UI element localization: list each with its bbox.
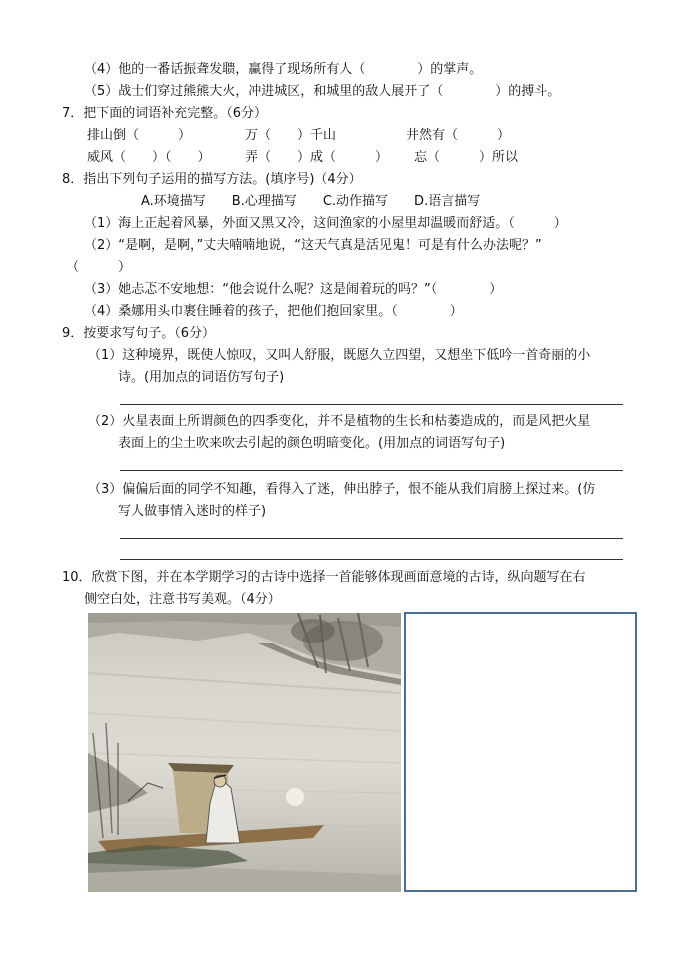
q10-title-cont: 侧空白处，注意书写美观。（4分） xyxy=(84,592,281,607)
q6-item-5: （5）战士们穿过熊熊大火，冲进城区，和城里的敌人展开了（ ）的搏斗。 xyxy=(84,84,561,99)
q7-row1-b: 万（ ）千山 xyxy=(245,128,337,143)
answer-line xyxy=(120,404,623,405)
q7-row2-a: 威风（ ）（ ） xyxy=(87,150,211,165)
q8-item-3: （3）她忐忑不安地想：“他会说什么呢？这是闹着玩的吗？”（ ） xyxy=(84,282,503,297)
answer-line xyxy=(120,470,623,471)
q9-item-2-cont: 表面上的尘土吹来吹去引起的颜色明暗变化。(用加点的词语写句子) xyxy=(118,436,506,451)
q9-item-1-cont: 诗。(用加点的词语仿写句子) xyxy=(118,370,285,385)
landscape-painting xyxy=(88,613,401,892)
q8-item-2-blank: （ ） xyxy=(66,260,132,275)
q7-row2-c: 忘（ ）所以 xyxy=(414,150,519,165)
q9-item-3: （3）偏偏后面的同学不知趣，看得入了迷，伸出脖子，恨不能从我们肩膀上探过来。(仿 xyxy=(88,482,596,497)
q9-item-3-cont: 写人做事情入迷时的样子) xyxy=(118,504,267,519)
q7-row2-b: 弄（ ）成（ ） xyxy=(245,150,389,165)
q8-item-2: （2）“是啊，是啊，”丈夫喃喃地说，“这天气真是活见鬼！可是有什么办法呢？” xyxy=(84,238,542,253)
q7-title: 7．把下面的词语补充完整。（6分） xyxy=(62,106,268,121)
q7-row1-a: 排山倒（ ） xyxy=(87,128,192,143)
answer-line xyxy=(120,538,623,539)
q8-title: 8．指出下列句子运用的描写方法。(填序号)（4分） xyxy=(62,172,362,187)
q10-title: 10．欣赏下图，并在本学期学习的古诗中选择一首能够体现画面意境的古诗，纵向题写在右 xyxy=(62,570,586,585)
q9-item-1: （1）这种境界，既使人惊叹，又叫人舒服，既愿久立四望，又想坐下低吟一首奇丽的小 xyxy=(88,348,591,363)
q6-item-4: （4）他的一番话振聋发聩，赢得了现场所有人（ ）的掌声。 xyxy=(84,62,483,77)
q8-item-1: （1）海上正起着风暴，外面又黑又冷，这间渔家的小屋里却温暖而舒适。（ ） xyxy=(84,216,567,231)
q9-item-2: （2）火星表面上所谓颜色的四季变化，并不是植物的生长和枯萎造成的，而是风把火星 xyxy=(88,414,591,429)
poem-answer-box[interactable] xyxy=(404,612,637,892)
painting-illustration xyxy=(88,613,401,892)
answer-line xyxy=(120,559,623,560)
q8-item-4: （4）桑娜用头巾裹住睡着的孩子，把他们抱回家里。（ ） xyxy=(84,304,463,319)
q9-title: 9．按要求写句子。（6分） xyxy=(62,326,216,341)
q7-row1-c: 井然有（ ） xyxy=(406,128,511,143)
q8-options: A.环境描写 B.心理描写 C.动作描写 D.语言描写 xyxy=(141,194,481,209)
